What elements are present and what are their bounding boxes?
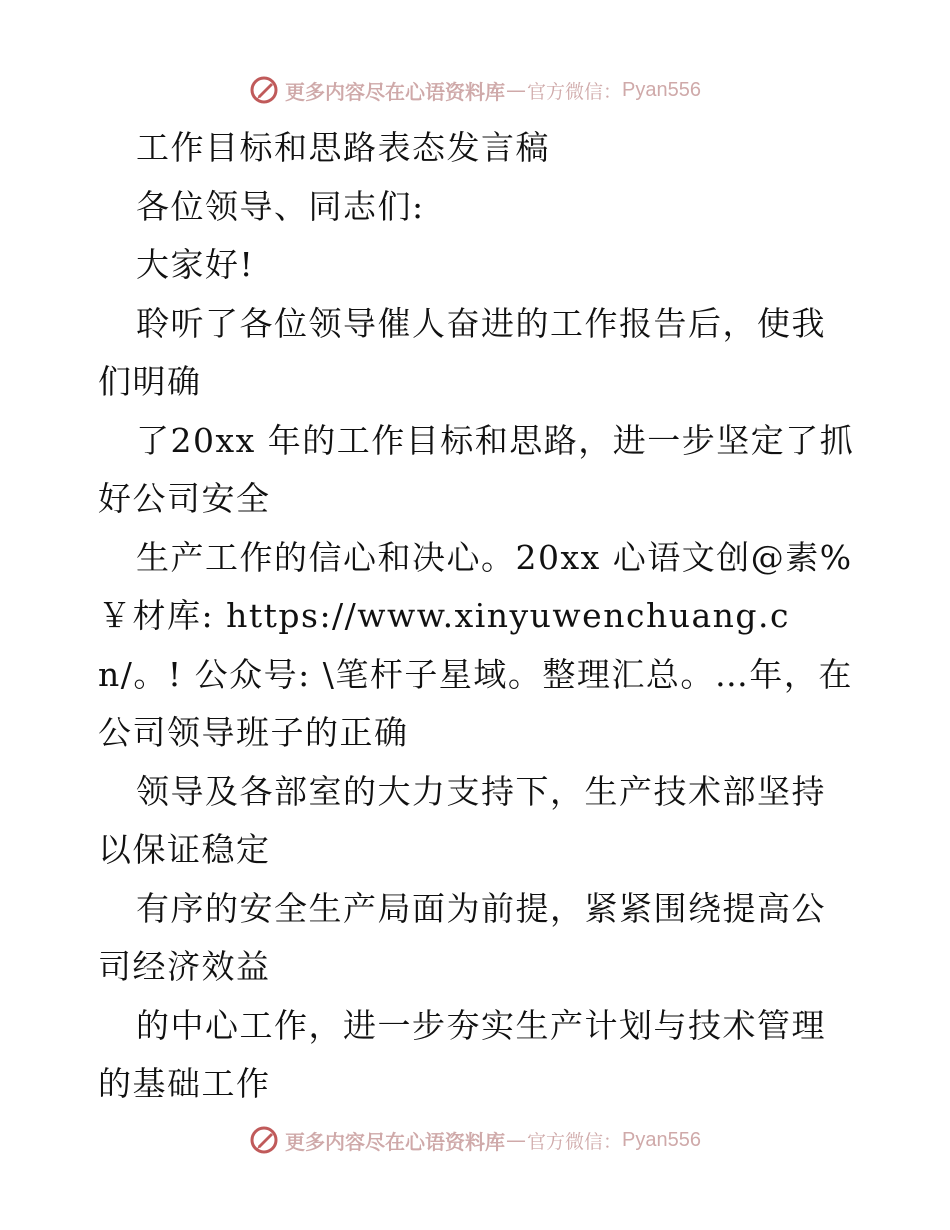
promo-text: 更多内容尽在心语资料库 xyxy=(285,79,505,104)
document-body xyxy=(98,119,858,1114)
wechat-handle: Pyan556 xyxy=(622,1128,701,1151)
wechat-label: 官方微信： xyxy=(527,80,623,103)
promo-text: 更多内容尽在心语资料库 xyxy=(285,1129,505,1154)
paragraph: 领导及各部室的大力支持下，生产技术部坚持以保证稳定 xyxy=(98,771,826,869)
wechat-handle: Pyan556 xyxy=(622,78,701,101)
separator-dash: — xyxy=(506,78,526,102)
salutation: 各位领导、同志们: xyxy=(136,186,425,226)
paragraph: 了20xx 年的工作目标和思路，进一步坚定了抓好公司安全 xyxy=(98,420,855,518)
paragraph: 生产工作的信心和决心。20xx 心语文创@素%￥材库: https://www.xinyuwenchuang.cn/。! 公众号: \笔杆子星域。整理汇总。…年，在公司领导班子的正确 xyxy=(98,537,853,752)
wechat-label: 官方微信： xyxy=(527,1130,623,1153)
document-title: 工作目标和思路表态发言稿 xyxy=(136,128,550,167)
header-banner xyxy=(0,70,950,110)
separator-dash: — xyxy=(506,1128,526,1152)
footer-banner xyxy=(0,1120,950,1160)
quill-emblem-icon xyxy=(249,1125,279,1155)
paragraph: 聆听了各位领导催人奋进的工作报告后，使我们明确 xyxy=(98,303,826,401)
greeting: 大家好! xyxy=(136,245,255,284)
paragraph: 的中心工作，进一步夯实生产计划与技术管理的基础工作 xyxy=(98,1005,826,1103)
paragraph: 有序的安全生产局面为前提，紧紧围绕提高公司经济效益 xyxy=(98,888,826,986)
quill-emblem-icon xyxy=(249,75,279,105)
